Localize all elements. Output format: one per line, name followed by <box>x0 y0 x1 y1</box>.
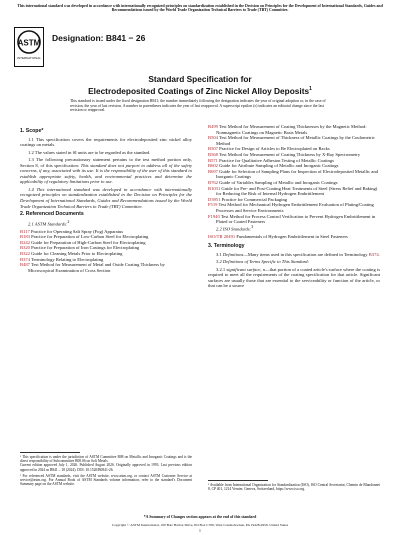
title-footnote-mark: 1 <box>309 86 312 92</box>
summary-of-changes-note: *A Summary of Changes section appears at the end of this standard <box>143 515 257 519</box>
reference-link[interactable]: B602 <box>208 163 218 169</box>
para-1-2: 1.2 The values stated in SI units are to be regarded as the standard. <box>28 149 151 155</box>
reference-item: B568 Test Method for Measurement of Coating Thickness by X-Ray Spectrometry <box>208 151 361 157</box>
copyright-line: Copyright © ASTM International, 100 Barr Harbor Drive, PO Box C700, West Conshohocken, PA 19428-2959. United States <box>111 523 289 527</box>
reference-link[interactable]: D3951 <box>208 196 221 202</box>
para-3-1: 3.1 Definitions—Many items used in this specification are defined in Terminology B374. <box>216 251 380 257</box>
reference-link[interactable]: F1940 <box>208 213 220 219</box>
reference-item: F519 Test Method for Mechanical Hydrogen Embrittlement Evaluation of Plating/Coating Processes and Service Environments <box>208 202 374 213</box>
astm-logo-icon <box>14 27 44 67</box>
reference-item: B117 Practice for Operating Salt Spray (Fog) Apparatus <box>20 228 124 234</box>
reference-link[interactable]: B320 <box>20 245 30 251</box>
para-3-2-1: 3.2.1 significant surface, n—that portion of a coated article's surface where the coating is required to meet all the requirements of the coating specification for that article. Significant surfaces are usually those that are essential to the serviceability or function of the article, or that can be a source <box>208 266 380 289</box>
reference-link[interactable]: B183 <box>20 234 30 240</box>
reference-item: B320 Practice for Preparation of Iron Castings for Electroplating <box>20 245 140 251</box>
footnote-rule-right <box>208 480 268 481</box>
designation: Designation: B841 − 26 <box>52 33 146 43</box>
para-1-1: 1.1 This specification covers the requirements for electrodeposited zinc nickel alloy coatings on metals. <box>20 136 192 148</box>
page-number: 1 <box>199 529 201 533</box>
tbt-notice: This international standard was developed in accordance with internationally recognized principles on standardization established in the Decision on Principles for the Development of International Standards, Guides and Recommendations issued by the World Trade Organization Technical Barriers to Trade (TBT) Committee. <box>17 4 383 13</box>
reference-item: B762 Guide of Variables Sampling of Metallic and Inorganic Coatings <box>208 179 338 185</box>
title-line-1: Standard Specification for <box>148 74 252 84</box>
reference-item: ISO/TR 20491 Fundamentals of Hydrogen Embrittlement in Steel Fasteners <box>208 233 348 239</box>
reference-link[interactable]: B571 <box>208 157 218 163</box>
reference-item: B183 Practice for Preparation of Low-Carbon Steel for Electroplating <box>20 234 149 240</box>
reference-item: F1940 Test Method for Process Control Verification to Prevent Hydrogen Embrittlement in Plated or Coated Fasteners <box>208 213 376 225</box>
footnote-1: ¹ This specification is under the jurisdiction of ASTM Committee B08 on Metallic and Inorganic Coatings and is the direct responsibility of Subcommittee B08.06 on Soft Metals. Current edition approved July 1, 2026. Published August 2026. Originally approved in 1993. Last previous edition approved in 2024 as B841 – 18 (2024). DOI: 10.1520/B0841-26. ² For referenced ASTM standards, visit the ASTM website, www.astm.org, or contact ASTM Customer Service at service@astm.org. For Annual Book of ASTM Standards volume information, refer to the standard's Document Summary page on the ASTM website. <box>20 455 192 487</box>
reference-item: B571 Practice for Qualitative Adhesion Testing of Metallic Coatings <box>208 157 334 163</box>
reference-link[interactable]: ISO/TR 20491 <box>208 233 236 239</box>
section-referenced-docs-heading: 2. Referenced Documents <box>20 211 84 218</box>
section-terminology-heading: 3. Terminology <box>208 243 245 250</box>
para-3-2: 3.2 Definitions of Terms Specific to This Standard: <box>216 259 310 265</box>
section-scope-heading: 1. Scope* <box>20 128 44 134</box>
left-column <box>20 126 192 273</box>
reference-item: B504 Test Method for Measurement of Thickness of Metallic Coatings by the Coulometric Method <box>208 135 375 146</box>
reference-link[interactable]: B507 <box>208 146 218 152</box>
document-title <box>20 74 380 96</box>
reference-link[interactable]: B568 <box>208 151 218 157</box>
right-column <box>208 124 380 291</box>
footnote-3: ³ Available from International Organization for Standardization (ISO), ISO Central Secretariat, Chemin de Blandonnet 8, CP 401, 1214 Vernier, Geneva, Switzerland, https://www.iso.org. <box>208 483 380 492</box>
para-2-2: 2.2 ISO Standards:$^3$ <box>216 224 254 232</box>
reference-item: B374 Terminology Relating to Electroplating <box>20 256 104 262</box>
reference-item: B507 Practice for Design of Articles to Be Electroplated on Racks <box>208 146 330 152</box>
para-2-1: 2.1 ASTM Standards:$^2$ <box>28 219 70 227</box>
svg-text:INTERNATIONAL: INTERNATIONAL <box>17 56 41 60</box>
reference-link[interactable]: B1031 <box>208 185 221 191</box>
reference-item: B1031 Guide for Pre- and Post-Coating Heat Treatments of Steel (Stress Relief and Baking) for Reducing the Risk of Internal Hydrogen Embrittlement <box>208 185 378 197</box>
reference-link[interactable]: F519 <box>208 202 218 208</box>
reference-link[interactable]: B504 <box>208 135 218 141</box>
reference-link[interactable]: B374 <box>20 256 30 262</box>
reference-link[interactable]: B117 <box>20 228 30 234</box>
reference-link[interactable]: B762 <box>208 179 218 185</box>
title-line-2: Electrodeposited Coatings of Zinc Nickel Alloy Deposits$^1$ <box>88 85 312 96</box>
reference-link[interactable]: B322 <box>20 251 30 256</box>
para-1-4: 1.4 This international standard was developed in accordance with internationally recognized principles on standardization established in the Decision on Principles for the Development of International Standards, Guides and Recommendations issued by the World Trade Organization Technical Barriers to Trade (TBT) Committee. <box>20 186 192 209</box>
reference-link[interactable]: B487 <box>20 262 30 268</box>
reference-item: B602 Guide for Attribute Sampling of Metallic and Inorganic Coatings <box>208 163 339 169</box>
reference-link[interactable]: B242 <box>20 239 30 245</box>
reference-item: D3951 Practice for Commercial Packaging <box>208 196 288 202</box>
terminology-link[interactable]: B374 <box>368 251 379 257</box>
reference-link[interactable]: B499 <box>208 124 218 129</box>
reference-item: B697 Guide for Selection of Sampling Plans for Inspection of Electrodeposited Metallic and Inorganic Coatings <box>208 168 378 180</box>
footnote-rule-left <box>20 452 80 453</box>
reference-item: B487 Test Method for Measurement of Metal and Oxide Coating Thickness by Microscopical Examination of Cross Section <box>20 262 165 273</box>
reference-link[interactable]: B697 <box>208 168 218 174</box>
svg-text:ASTM: ASTM <box>17 38 41 48</box>
reference-item: B322 Guide for Cleaning Metals Prior to Electroplating <box>20 251 123 256</box>
reference-item: B499 Test Method for Measurement of Coating Thicknesses by the Magnetic Method: Nonmagnetic Coatings on Magnetic Basis Metals <box>208 124 367 135</box>
footnote-2: ² For referenced ASTM standards, visit the ASTM website, www.astm.org, or contact ASTM Customer Service at service@astm.org. For Annual Book of ASTM Standards volume information, refer to the standard's Document Summary page on the ASTM website. <box>20 473 192 487</box>
issued-statement: This standard is issued under the fixed designation B841; the number immediately following the designation indicates the year of original adoption or, in the case of revision, the year of last revision. A number in parentheses indicates the year of last reapproval. A superscript epsilon (ε) indicates an editorial change since the last revision or reapproval. <box>70 99 326 113</box>
reference-item: B242 Guide for Preparation of High-Carbon Steel for Electroplating <box>20 239 146 245</box>
para-1-3: 1.3 The following precautionary statement pertains to the test method portion only, Section 8, of this specification: This standard does not purport to address all of the safety concerns, if any, associated with its use. It is the responsibility of the user of this standard to establish appropriate safety, health, and environmental practices and determine the applicability of regulatory limitations prior to use. <box>20 156 192 185</box>
